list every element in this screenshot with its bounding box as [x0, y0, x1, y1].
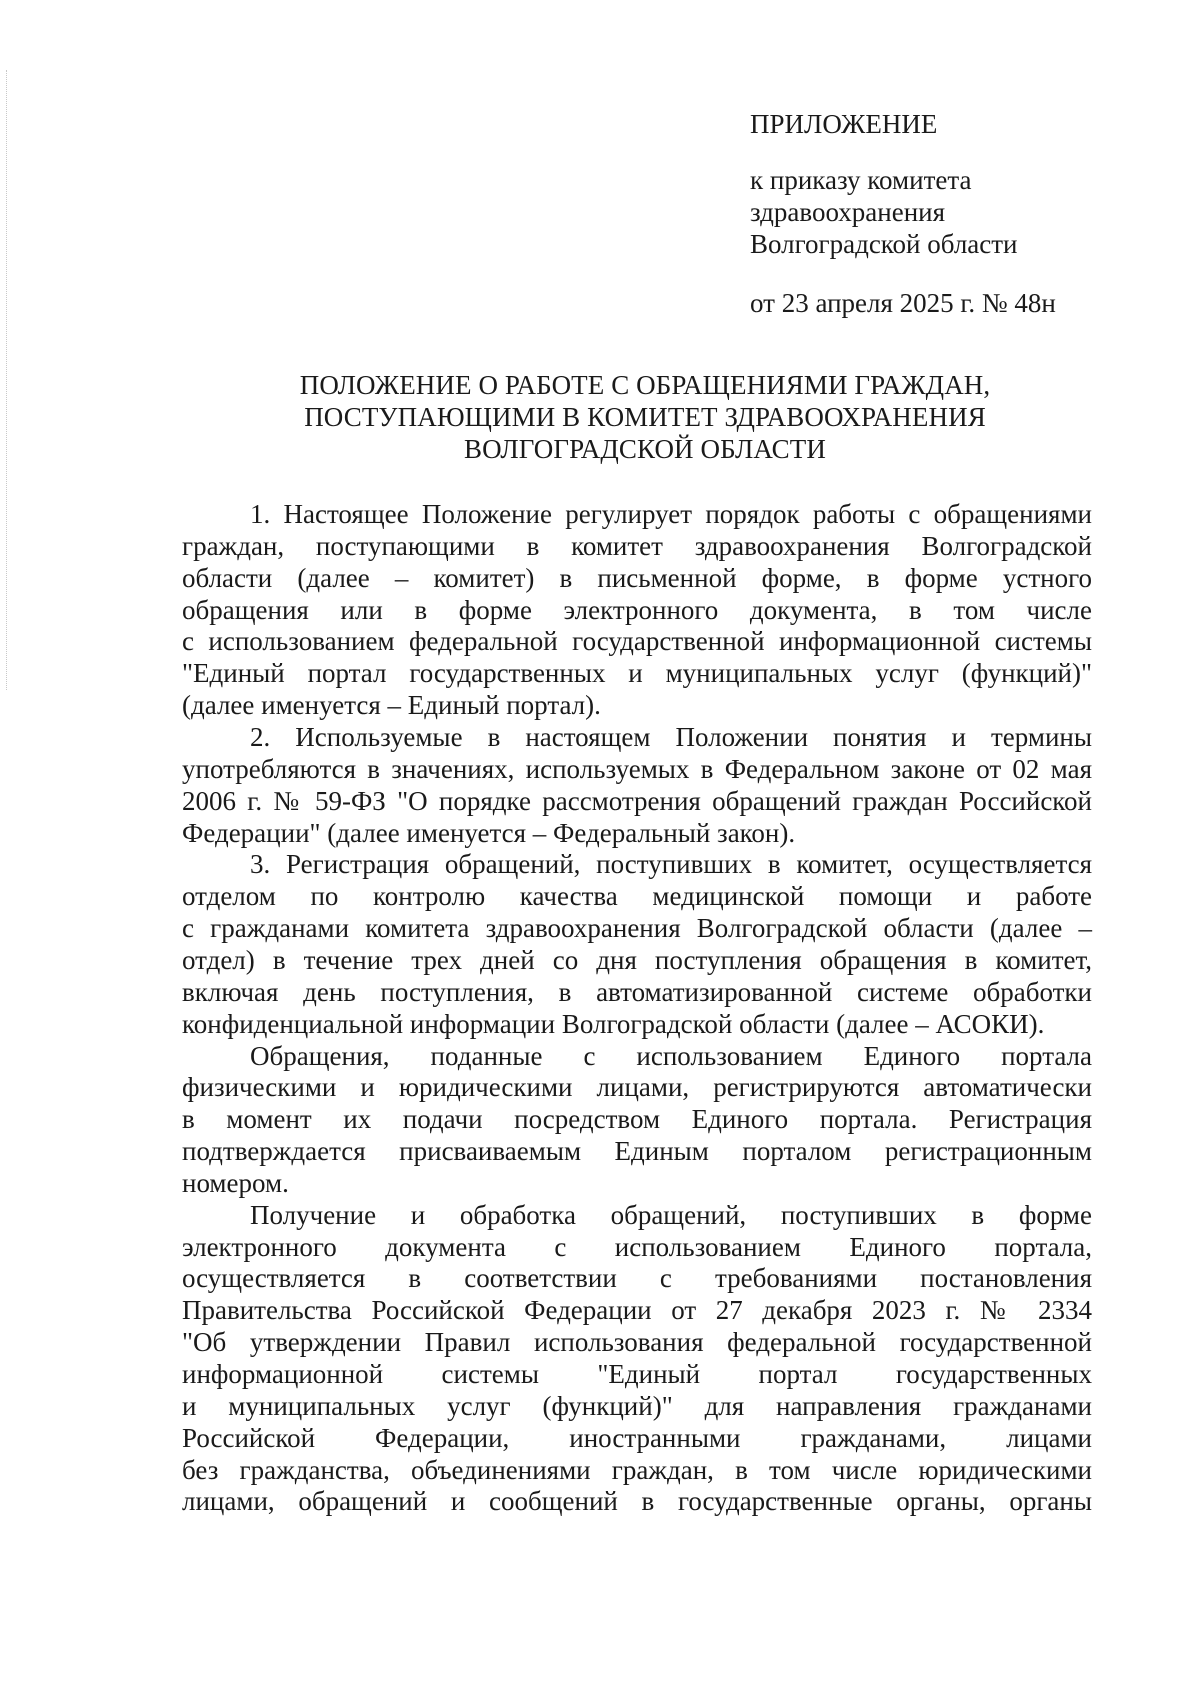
document-title-line-3: ВОЛГОГРАДСКОЙ ОБЛАСТИ — [464, 434, 826, 464]
body-line: "Об утверждении Правил использования федеральной государственной — [182, 1327, 1092, 1358]
body-line: (далее именуется – Единый портал). — [182, 690, 601, 721]
order-line-3: Волгоградской области — [750, 229, 1018, 259]
body-line: Федерации" (далее именуется – Федеральный закон). — [182, 817, 796, 848]
appendix-label: ПРИЛОЖЕНИЕ — [750, 109, 938, 139]
body-line: отделом по контролю качества медицинской помощи и работе — [182, 881, 1092, 912]
body-line: электронного документа с использованием Единого портала, — [182, 1231, 1092, 1262]
body-line: и муниципальных услуг (функций)" для направления гражданами — [182, 1390, 1092, 1421]
body-line: в момент их подачи посредством Единого портала. Регистрация — [182, 1104, 1092, 1135]
body-line: Получение и обработка обращений, поступивших в форме — [250, 1199, 1092, 1230]
body-line: подтверждается присваиваемым Единым порталом регистрационным — [182, 1136, 1092, 1166]
order-date: от 23 апреля 2025 г. № 48н — [750, 288, 1056, 318]
body-line: граждан, поступающими в комитет здравоохранения Волгоградской — [182, 530, 1092, 561]
body-line: информационной системы "Единый портал государственных — [182, 1359, 1092, 1389]
document-title-line-2: ПОСТУПАЮЩИМИ В КОМИТЕТ ЗДРАВООХРАНЕНИЯ — [304, 402, 986, 432]
body-line: лицами, обращений и сообщений в государственные органы, органы — [182, 1486, 1092, 1517]
body-line: Правительства Российской Федерации от 27 декабря 2023 г. № 2334 — [182, 1295, 1092, 1326]
body-line: без гражданства, объединениями граждан, в том числе юридическими — [182, 1454, 1092, 1485]
order-line-2: здравоохранения — [750, 197, 946, 227]
body-line: 1. Настоящее Положение регулирует порядок работы с обращениями — [250, 499, 1092, 529]
body-line: физическими и юридическими лицами, регистрируются автоматически — [182, 1072, 1092, 1103]
body-line: номером. — [182, 1167, 289, 1198]
body-line: 2006 г. № 59-ФЗ "О порядке рассмотрения обращений граждан Российской — [182, 785, 1092, 816]
body-line: включая день поступления, в автоматизированной системе обработки — [182, 976, 1092, 1007]
body-line: обращения или в форме электронного документа, в том числе — [182, 594, 1092, 625]
body-line: с использованием федеральной государственной информационной системы — [182, 626, 1092, 657]
body-line: 3. Регистрация обращений, поступивших в комитет, осуществляется — [250, 849, 1092, 880]
body-line: области (далее – комитет) в письменной форме, в форме устного — [182, 562, 1092, 593]
body-line: "Единый портал государственных и муниципальных услуг (функций)" — [182, 658, 1092, 689]
body-line: отдел) в течение трех дней со дня поступления обращения в комитет, — [182, 944, 1092, 975]
body-line: употребляются в значениях, используемых в Федеральном законе от 02 мая — [182, 753, 1092, 784]
body-line: 2. Используемые в настоящем Положении понятия и термины — [250, 722, 1092, 752]
body-line: Российской Федерации, иностранными гражданами, лицами — [182, 1422, 1092, 1453]
body-line: конфиденциальной информации Волгоградской области (далее – АСОКИ). — [182, 1008, 1045, 1039]
body-line: с гражданами комитета здравоохранения Волгоградской области (далее – — [182, 913, 1092, 943]
body-line: осуществляется в соответствии с требованиями постановления — [182, 1263, 1092, 1294]
order-line-1: к приказу комитета — [750, 165, 972, 195]
body-line: Обращения, поданные с использованием Единого портала — [250, 1040, 1092, 1071]
document-title-line-1: ПОЛОЖЕНИЕ О РАБОТЕ С ОБРАЩЕНИЯМИ ГРАЖДАН, — [299, 370, 991, 400]
